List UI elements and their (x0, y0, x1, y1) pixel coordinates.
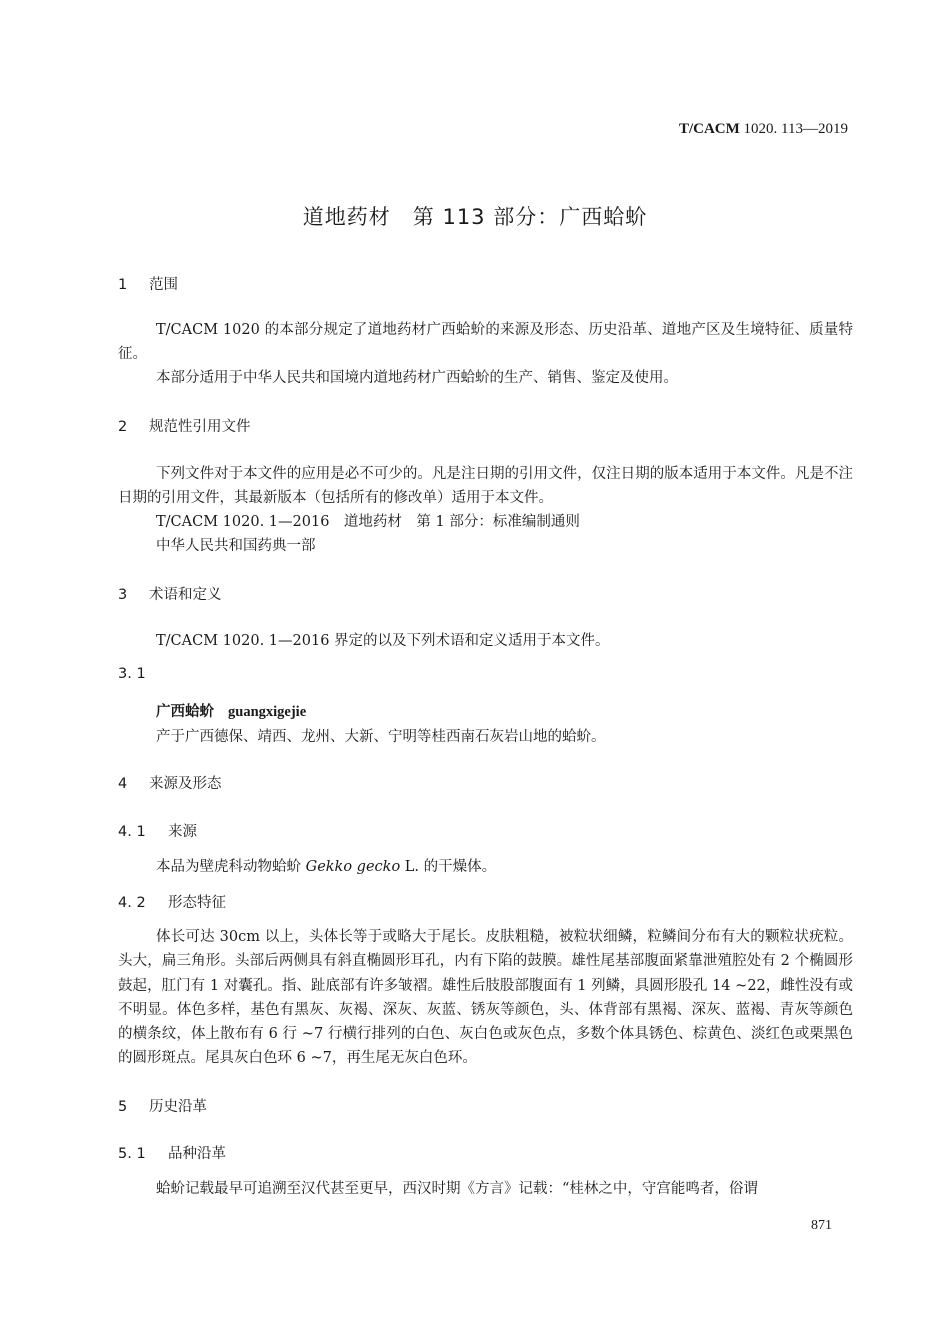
section-4-1-heading: 4. 1 来源 (118, 824, 197, 840)
section-3-1-number: 3. 1 (118, 666, 146, 682)
section-5-1-paragraph: 蛤蚧记载最早可追溯至汉代甚至更早，西汉时期《方言》记载：“桂林之中，守宫能鸣者，俗谓 (156, 1181, 758, 1197)
section-5-heading: 5 历史沿革 (118, 1099, 207, 1115)
section-4-1-paragraph: 本品为壁虎科动物蛤蚧 Gekko gecko L. 的干燥体。 (156, 859, 497, 875)
section-4-2-paragraph: 体长可达 30cm 以上，头体长等于或略大于尾长。皮肤粗糙，被粒状细鳞，粒鳞间分布有大的颗粒状疣粒。头大，扁三角形。头部后两侧具有斜直椭圆形耳孔，内有下陷的鼓膜。雄性尾基部腹面紧靠泄殖腔处有 2 个椭圆形鼓起，肛门有 1 对囊孔。指、趾底部有许多皱褶。雄性后肢股部腹面有 1 列鳞，具圆形股孔 14 ~22，雌性没有或不明显。体色多样，基色有黑灰、灰褐、深灰、灰蓝、锈灰等颜色，头、体背部有黑褐、深灰、蓝褐、青灰等颜色的横条纹，体上散布有 6 行 ~7 行横行排列的白色、灰白色或灰色点，多数个体具锈色、棕黄色、淡红色或栗黑色的圆形斑点。尾具灰白色环 6 ~7，再生尾无灰白色环。 (118, 929, 853, 1067)
section-5-1-heading: 5. 1 品种沿革 (118, 1146, 226, 1162)
standard-code: T/CACM 1020. 113—2019 (678, 121, 848, 137)
document-title: 道地药材 第 113 部分：广西蛤蚧 (302, 205, 648, 229)
section-4-heading: 4 来源及形态 (118, 776, 222, 792)
section-2-paragraph: 下列文件对于本文件的应用是必不可少的。凡是注日期的引用文件，仅注日期的版本适用于本文件。凡是不注日期的引用文件，其最新版本（包括所有的修改单）适用于本文件。 (118, 466, 853, 507)
page-number: 871 (811, 1218, 832, 1233)
section-3-paragraph: T/CACM 1020. 1—2016 界定的以及下列术语和定义适用于本文件。 (156, 633, 610, 649)
term-entry: 广西蛤蚧 guangxigejie (156, 704, 307, 720)
term-definition: 产于广西德保、靖西、龙州、大新、宁明等桂西南石灰岩山地的蛤蚧。 (156, 729, 606, 745)
section-1-heading: 1 范围 (118, 277, 178, 293)
reference-2: 中华人民共和国药典一部 (156, 538, 316, 554)
reference-1: T/CACM 1020. 1—2016 道地药材 第 1 部分：标准编制通则 (156, 514, 580, 530)
section-1-paragraph-1: T/CACM 1020 的本部分规定了道地药材广西蛤蚧的来源及形态、历史沿革、道地产区及生境特征、质量特征。 (118, 322, 853, 363)
section-1-paragraph-2: 本部分适用于中华人民共和国境内道地药材广西蛤蚧的生产、销售、鉴定及使用。 (156, 370, 678, 386)
section-2-heading: 2 规范性引用文件 (118, 419, 251, 435)
section-4-2-heading: 4. 2 形态特征 (118, 895, 226, 911)
section-3-heading: 3 术语和定义 (118, 587, 222, 603)
